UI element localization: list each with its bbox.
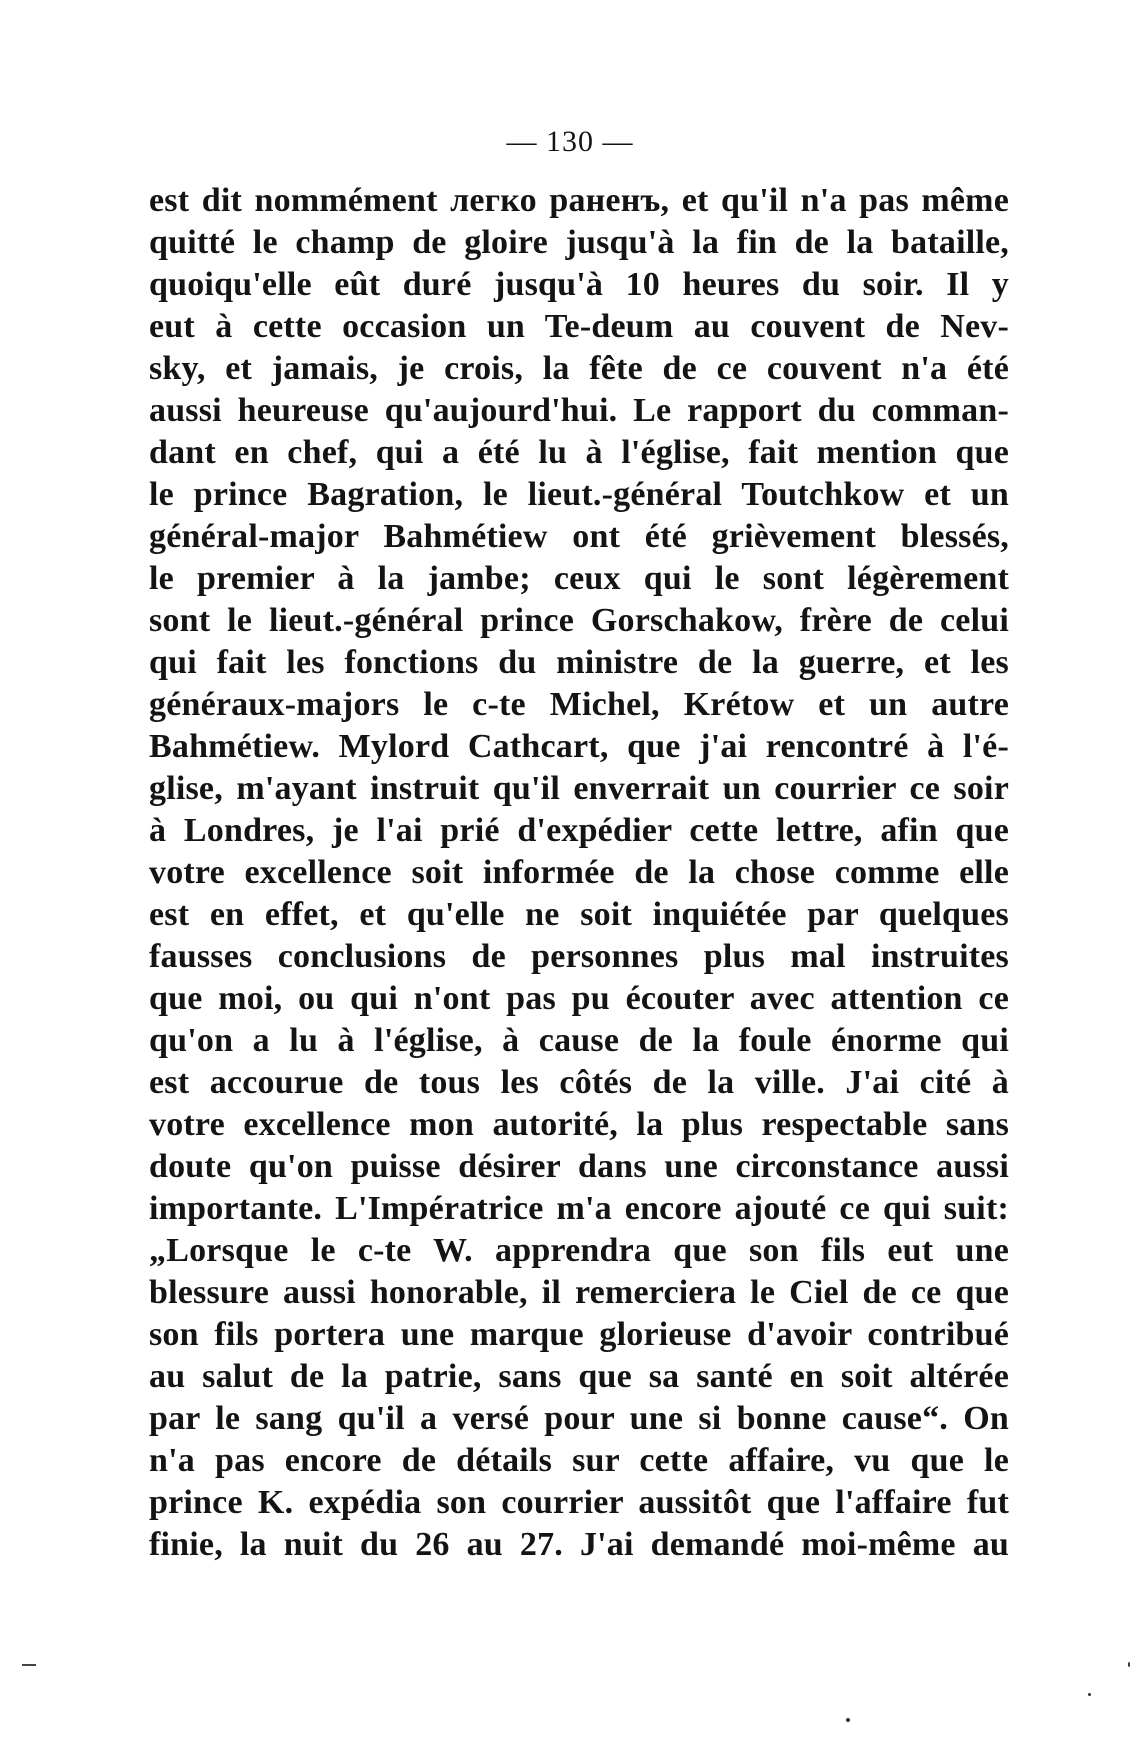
text-line: aussi heureuse qu'aujourd'hui. Le rapport du comman- (149, 392, 1009, 429)
text-line: prince K. expédia son courrier aussitôt que l'affaire fut (149, 1484, 1009, 1521)
text-line: votre excellence soit informée de la chose comme elle (149, 854, 1009, 891)
page-number: — 130 — (506, 125, 634, 158)
text-line: généraux-majors le c-te Michel, Krétow et un autre (149, 686, 1009, 723)
text-line: blessure aussi honorable, il remerciera le Ciel de ce que (149, 1274, 1009, 1311)
text-line: glise, m'ayant instruit qu'il enverrait un courrier ce soir (149, 770, 1009, 807)
text-line: quoiqu'elle eût duré jusqu'à 10 heures du soir. Il y (149, 266, 1009, 303)
text-line: „Lorsque le c-te W. apprendra que son fils eut une (149, 1232, 1009, 1269)
text-line: importante. L'Impératrice m'a encore ajouté ce qui suit: (149, 1190, 1009, 1227)
scan-speck (846, 1718, 850, 1722)
text-line: eut à cette occasion un Te-deum au couvent de Nev- (149, 308, 1009, 345)
text-line: général-major Bahmétiew ont été grièvement blessés, (149, 518, 1009, 555)
text-line: que moi, ou qui n'ont pas pu écouter avec attention ce (149, 980, 1009, 1017)
text-line: à Londres, je l'ai prié d'expédier cette lettre, afin que (149, 812, 1009, 849)
text-line: sky, et jamais, je crois, la fête de ce couvent n'a été (149, 350, 1009, 387)
text-line: le premier à la jambe; ceux qui le sont légèrement (149, 560, 1009, 597)
text-line: au salut de la patrie, sans que sa santé en soit altérée (149, 1358, 1009, 1395)
text-line: par le sang qu'il a versé pour une si bonne cause“. On (149, 1400, 1009, 1437)
text-line: n'a pas encore de détails sur cette affaire, vu que le (149, 1442, 1009, 1479)
scan-speck (1128, 1662, 1130, 1667)
scan-speck (1088, 1693, 1091, 1696)
text-line: son fils portera une marque glorieuse d'avoir contribué (149, 1316, 1009, 1353)
body-text (149, 180, 1009, 1566)
text-line: qui fait les fonctions du ministre de la guerre, et les (149, 644, 1009, 681)
text-line: fausses conclusions de personnes plus mal instruites (149, 938, 1009, 975)
text-line: sont le lieut.-général prince Gorschakow, frère de celui (149, 602, 1009, 639)
text-line: est en effet, et qu'elle ne soit inquiétée par quelques (149, 896, 1009, 933)
text-line: votre excellence mon autorité, la plus respectable sans (149, 1106, 1009, 1143)
text-line: finie, la nuit du 26 au 27. J'ai demandé moi-même au (149, 1526, 1009, 1563)
text-line: quitté le champ de gloire jusqu'à la fin de la bataille, (149, 224, 1009, 261)
text-line: doute qu'on puisse désirer dans une circonstance aussi (149, 1148, 1009, 1185)
text-line: dant en chef, qui a été lu à l'église, fait mention que (149, 434, 1009, 471)
text-line: le prince Bagration, le lieut.-général Toutchkow et un (149, 476, 1009, 513)
text-line: est dit nommément легко раненъ, et qu'il n'a pas même (149, 182, 1009, 219)
text-line: qu'on a lu à l'église, à cause de la foule énorme qui (149, 1022, 1009, 1059)
scan-mark (22, 1664, 36, 1666)
text-line: Bahmétiew. Mylord Cathcart, que j'ai rencontré à l'é- (149, 728, 1009, 765)
text-line: est accourue de tous les côtés de la ville. J'ai cité à (149, 1064, 1009, 1101)
